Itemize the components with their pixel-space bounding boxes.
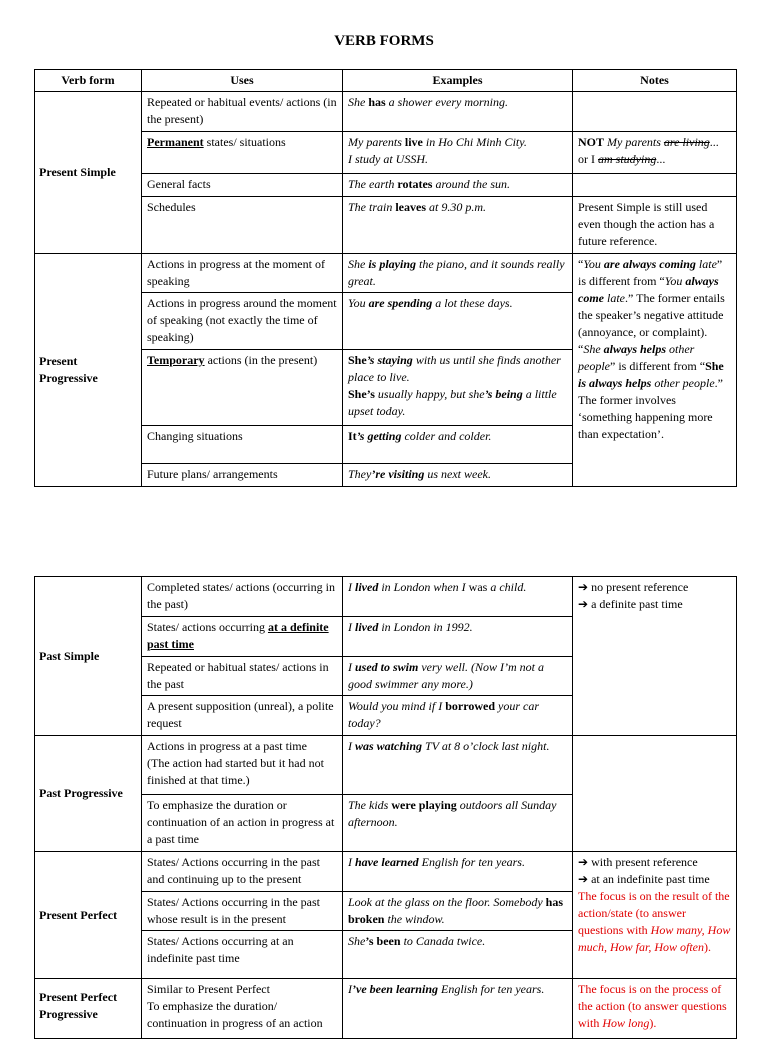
header-verb-form: Verb form: [35, 70, 142, 92]
verb-form-present-perfect-progressive: Present Perfect Progressive: [35, 979, 142, 1039]
example-cell: I was watching TV at 8 o’clock last night.: [343, 736, 573, 795]
use-cell: A present supposition (unreal), a polite request: [142, 696, 343, 736]
verb-form-present-simple: Present Simple: [35, 92, 142, 254]
use-cell: States/ actions occurring at a definite past time: [142, 617, 343, 657]
notes-cell-past-simple: ➔ no present reference ➔ a definite past time: [573, 577, 737, 736]
notes-cell: Present Simple is still used even though the action has a future reference.: [573, 197, 737, 254]
notes-cell-present-progressive: “You are always coming late” is different from “You always come late.” The former entails the speaker’s negative attitude (annoyance, or complaint). “She always helps other people” is different from “She is always helps other people.” The former involves ‘something happening more than expectation’.: [573, 254, 737, 487]
page-title: VERB FORMS: [334, 33, 434, 49]
header-examples: Examples: [343, 70, 573, 92]
use-cell: Temporary actions (in the present): [142, 350, 343, 426]
example-cell: They’re visiting us next week.: [343, 464, 573, 487]
notes-cell-present-perfect: ➔ with present reference ➔ at an indefinite past time The focus is on the result of the action/state (to answer questions with How many, How much, How far, How often).: [573, 852, 737, 979]
use-cell: Future plans/ arrangements: [142, 464, 343, 487]
example-cell: Look at the glass on the floor. Somebody has broken the window.: [343, 892, 573, 931]
notes-cell: [573, 174, 737, 197]
use-cell: General facts: [142, 174, 343, 197]
example-cell: The kids were playing outdoors all Sunday afternoon.: [343, 795, 573, 852]
use-cell: Permanent states/ situations: [142, 132, 343, 174]
verb-forms-table-present: [34, 69, 737, 487]
verb-form-past-progressive: Past Progressive: [35, 736, 142, 852]
example-cell: My parents live in Ho Chi Minh City. I study at USSH.: [343, 132, 573, 174]
use-cell: Completed states/ actions (occurring in the past): [142, 577, 343, 617]
use-cell: Actions in progress at the moment of speaking: [142, 254, 343, 293]
arrow-icon: ➔: [578, 597, 589, 611]
use-cell: Repeated or habitual states/ actions in the past: [142, 657, 343, 696]
use-cell: States/ Actions occurring at an indefinite past time: [142, 931, 343, 979]
use-cell: Changing situations: [142, 426, 343, 464]
verb-form-present-perfect: Present Perfect: [35, 852, 142, 979]
arrow-icon: ➔: [578, 855, 589, 869]
example-cell: She’s been to Canada twice.: [343, 931, 573, 979]
example-cell: I’ve been learning English for ten years.: [343, 979, 573, 1039]
verb-form-past-simple: Past Simple: [35, 577, 142, 736]
arrow-icon: ➔: [578, 580, 589, 594]
arrow-icon: ➔: [578, 872, 589, 886]
use-cell: Similar to Present Perfect To emphasize the duration/ continuation in progress of an action: [142, 979, 343, 1039]
use-cell: Repeated or habitual events/ actions (in the present): [142, 92, 343, 132]
example-cell: I used to swim very well. (Now I’m not a good swimmer any more.): [343, 657, 573, 696]
example-cell: The train leaves at 9.30 p.m.: [343, 197, 573, 254]
example-cell: I lived in London when I was a child.: [343, 577, 573, 617]
example-cell: It’s getting colder and colder.: [343, 426, 573, 464]
example-cell: Would you mind if I borrowed your car today?: [343, 696, 573, 736]
example-cell: She’s staying with us until she finds another place to live. She’s usually happy, but she’s being a little upset today.: [343, 350, 573, 426]
example-cell: The earth rotates around the sun.: [343, 174, 573, 197]
verb-forms-table-past: [34, 576, 737, 1039]
notes-cell: NOT My parents are living... or I am studying...: [573, 132, 737, 174]
example-cell: You are spending a lot these days.: [343, 293, 573, 350]
example-cell: She is playing the piano, and it sounds really great.: [343, 254, 573, 293]
use-cell: States/ Actions occurring in the past whose result is in the present: [142, 892, 343, 931]
notes-cell: [573, 736, 737, 852]
verb-form-present-progressive: Present Progressive: [35, 254, 142, 487]
use-cell: Actions in progress at a past time (The action had started but it had not finished at that time.): [142, 736, 343, 795]
use-cell: States/ Actions occurring in the past and continuing up to the present: [142, 852, 343, 892]
notes-cell: The focus is on the process of the action (to answer questions with How long).: [573, 979, 737, 1039]
example-cell: I have learned English for ten years.: [343, 852, 573, 892]
use-cell: Schedules: [142, 197, 343, 254]
notes-cell: [573, 92, 737, 132]
example-cell: I lived in London in 1992.: [343, 617, 573, 657]
use-cell: Actions in progress around the moment of speaking (not exactly the time of speaking): [142, 293, 343, 350]
header-uses: Uses: [142, 70, 343, 92]
example-cell: She has a shower every morning.: [343, 92, 573, 132]
header-notes: Notes: [573, 70, 737, 92]
use-cell: To emphasize the duration or continuation of an action in progress at a past time: [142, 795, 343, 852]
